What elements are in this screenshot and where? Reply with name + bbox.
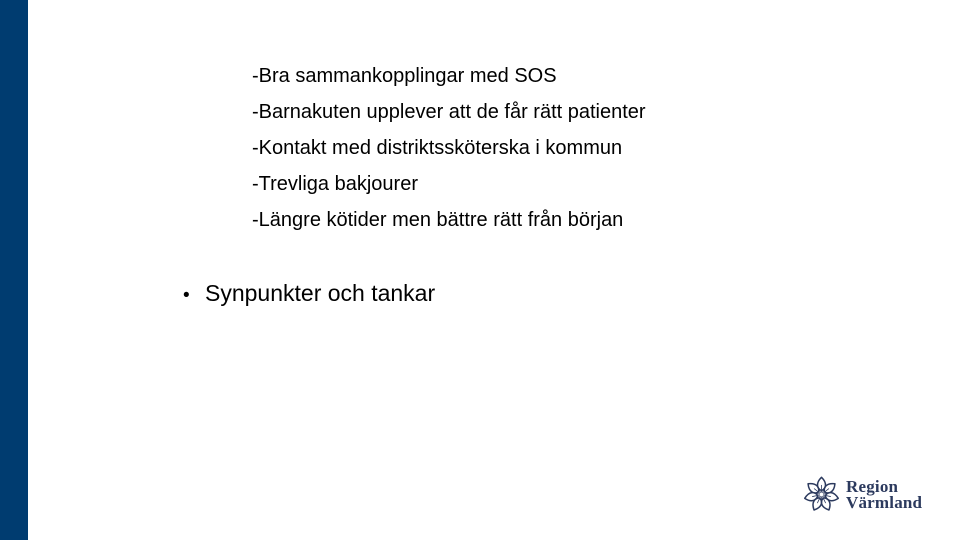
bullet-item — [183, 278, 435, 311]
note-line: -Trevliga bakjourer — [252, 173, 418, 195]
logo-line2: Värmland — [846, 492, 923, 512]
note-line: -Bra sammankopplingar med SOS — [252, 65, 557, 87]
note-line: -Kontakt med distriktssköterska i kommun — [252, 137, 623, 159]
note-line: -Längre kötider men bättre rätt från början — [252, 209, 624, 231]
flower-icon — [803, 475, 840, 514]
bullet-text: Synpunkter och tankar — [205, 280, 436, 306]
note-line: -Barnakuten upplever att de får rätt patienter — [252, 101, 646, 123]
bullet-marker-icon: • — [183, 285, 190, 306]
logo-wordmark — [846, 476, 923, 512]
region-varmland-logo — [803, 475, 922, 514]
left-accent-bar — [0, 0, 28, 540]
notes-block — [252, 58, 646, 238]
logo-line1: Region — [846, 476, 899, 496]
